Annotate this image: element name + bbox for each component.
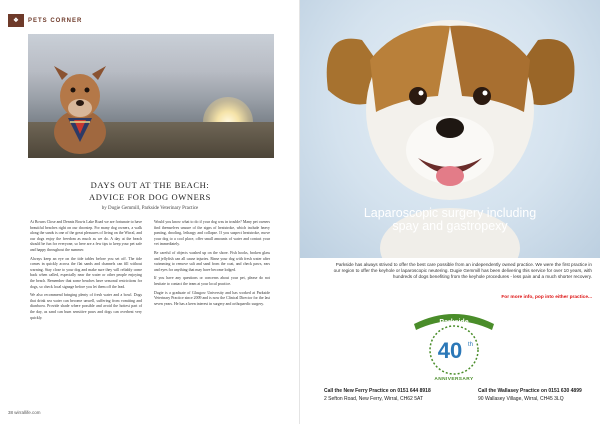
anniversary-badge	[404, 300, 504, 382]
new-ferry-contact	[324, 388, 431, 403]
more-info-link[interactable]: For more info, pop into either practice...	[501, 295, 592, 300]
wallasey-address: 90 Wallasey Village, Wirral, CH45 3LQ	[478, 395, 564, 402]
headline-line1: Laparoscopic surgery including	[363, 206, 537, 220]
article-byline: by Dugie Gemmill, Parkside Veterinary Practice	[101, 206, 199, 211]
paragraph: We also recommend bringing plenty of fresh water and a bowl. Dogs that drink sea water can become unwell, suffering from vomiting and diarrhoea. Provide shade where possible and avoid the hottest part of the day, as sand can burn sensitive paws and dogs can overheat very quickly.	[30, 293, 142, 320]
staffie-dog-illustration	[48, 44, 112, 154]
paragraph: Would you know what to do if your dog was in trouble? Many pet owners find themselves unsure of the signs of heatstroke, which include heavy panting, drooling, lethargy and collapse. If you suspect heatstroke, move your dog to a cool place, offer small amounts of water and contact your vet immediately.	[154, 220, 270, 247]
badge-suffix: th	[468, 342, 474, 348]
headline-line2: spay and gastropexy	[392, 219, 508, 233]
wallasey-contact	[478, 388, 582, 403]
article-title-line1: DAYS OUT AT THE BEACH:	[90, 180, 210, 190]
beach-dog-photo	[28, 34, 274, 158]
page-footer: 38 wirrallife.com	[8, 410, 41, 415]
paragraph: Always keep an eye on the tide tables before you set off. The tide comes in quickly across the flat sands and channels can fill without warning. Stay close to your dog and make sure they will reliably come back when called, especially near the water or other people enjoying the beach. Remember that some beaches have seasonal restrictions for dogs, so check local signage before you let them off the lead.	[30, 256, 142, 289]
wallasey-phone: Call the Wallasey Practice on 0151 630 4899	[478, 388, 582, 394]
badge-label: ANNIVERSARY	[434, 377, 474, 382]
new-ferry-phone: Call the New Ferry Practice on 0151 644 8918	[324, 388, 431, 394]
section-label: PETS CORNER	[28, 17, 83, 24]
paragraph: At Bowns Close and Dennis Bowis Lake Road we are fortunate to have beautiful beaches right on our doorstep. For many dog owners, a walk along the sands is one of the great pleasures of living on the Wirral, and our dogs enjoy the freedom as much as we do. A day at the beach should be fun for everyone, so here are a few tips to keep your pet safe and happy throughout the summer.	[30, 220, 142, 252]
section-header	[8, 14, 82, 27]
article-column-1	[30, 220, 142, 324]
article-column-2	[154, 220, 270, 310]
paragraph: If you have any questions or concerns about your pet, please do not hesitate to contact the team at your local practice.	[154, 276, 270, 286]
dog-closeup-photo	[300, 0, 600, 258]
paw-logo-icon: ❖	[8, 14, 24, 27]
paragraph: Dugie is a graduate of Glasgow University and has worked at Parkside Veterinary Practice since 2009 and is now the Clinical Director for the last seven years. He has a keen interest in surgery and orthopaedic surgery.	[154, 290, 270, 306]
badge-name: Parkside	[439, 319, 469, 326]
ad-intro-text: Parkside has always strived to offer the best care possible from an independently owned practice. We were the first practice in our region to offer the keyhole or laparoscopic neutering. Dugie Gemmill has been delivering this service for over 10 years, with hundreds of dogs benefiting from the keyhole procedures - less pain and a much shorter recovery.	[333, 262, 592, 280]
badge-number: 40	[437, 338, 463, 363]
paragraph: Be careful of objects washed up on the shore. Fish hooks, broken glass and jellyfish can all cause injuries. Rinse your dog with fresh water after swimming to remove salt and sand from the coat, and check paws, ears and eyes for anything that may have become lodged.	[154, 250, 270, 272]
new-ferry-address: 2 Sefton Road, New Ferry, Wirral, CH62 5AT	[324, 395, 424, 402]
ad-headline	[300, 207, 600, 233]
right-page	[300, 0, 600, 424]
article-title-line2: ADVICE FOR DOG OWNERS	[89, 192, 211, 202]
